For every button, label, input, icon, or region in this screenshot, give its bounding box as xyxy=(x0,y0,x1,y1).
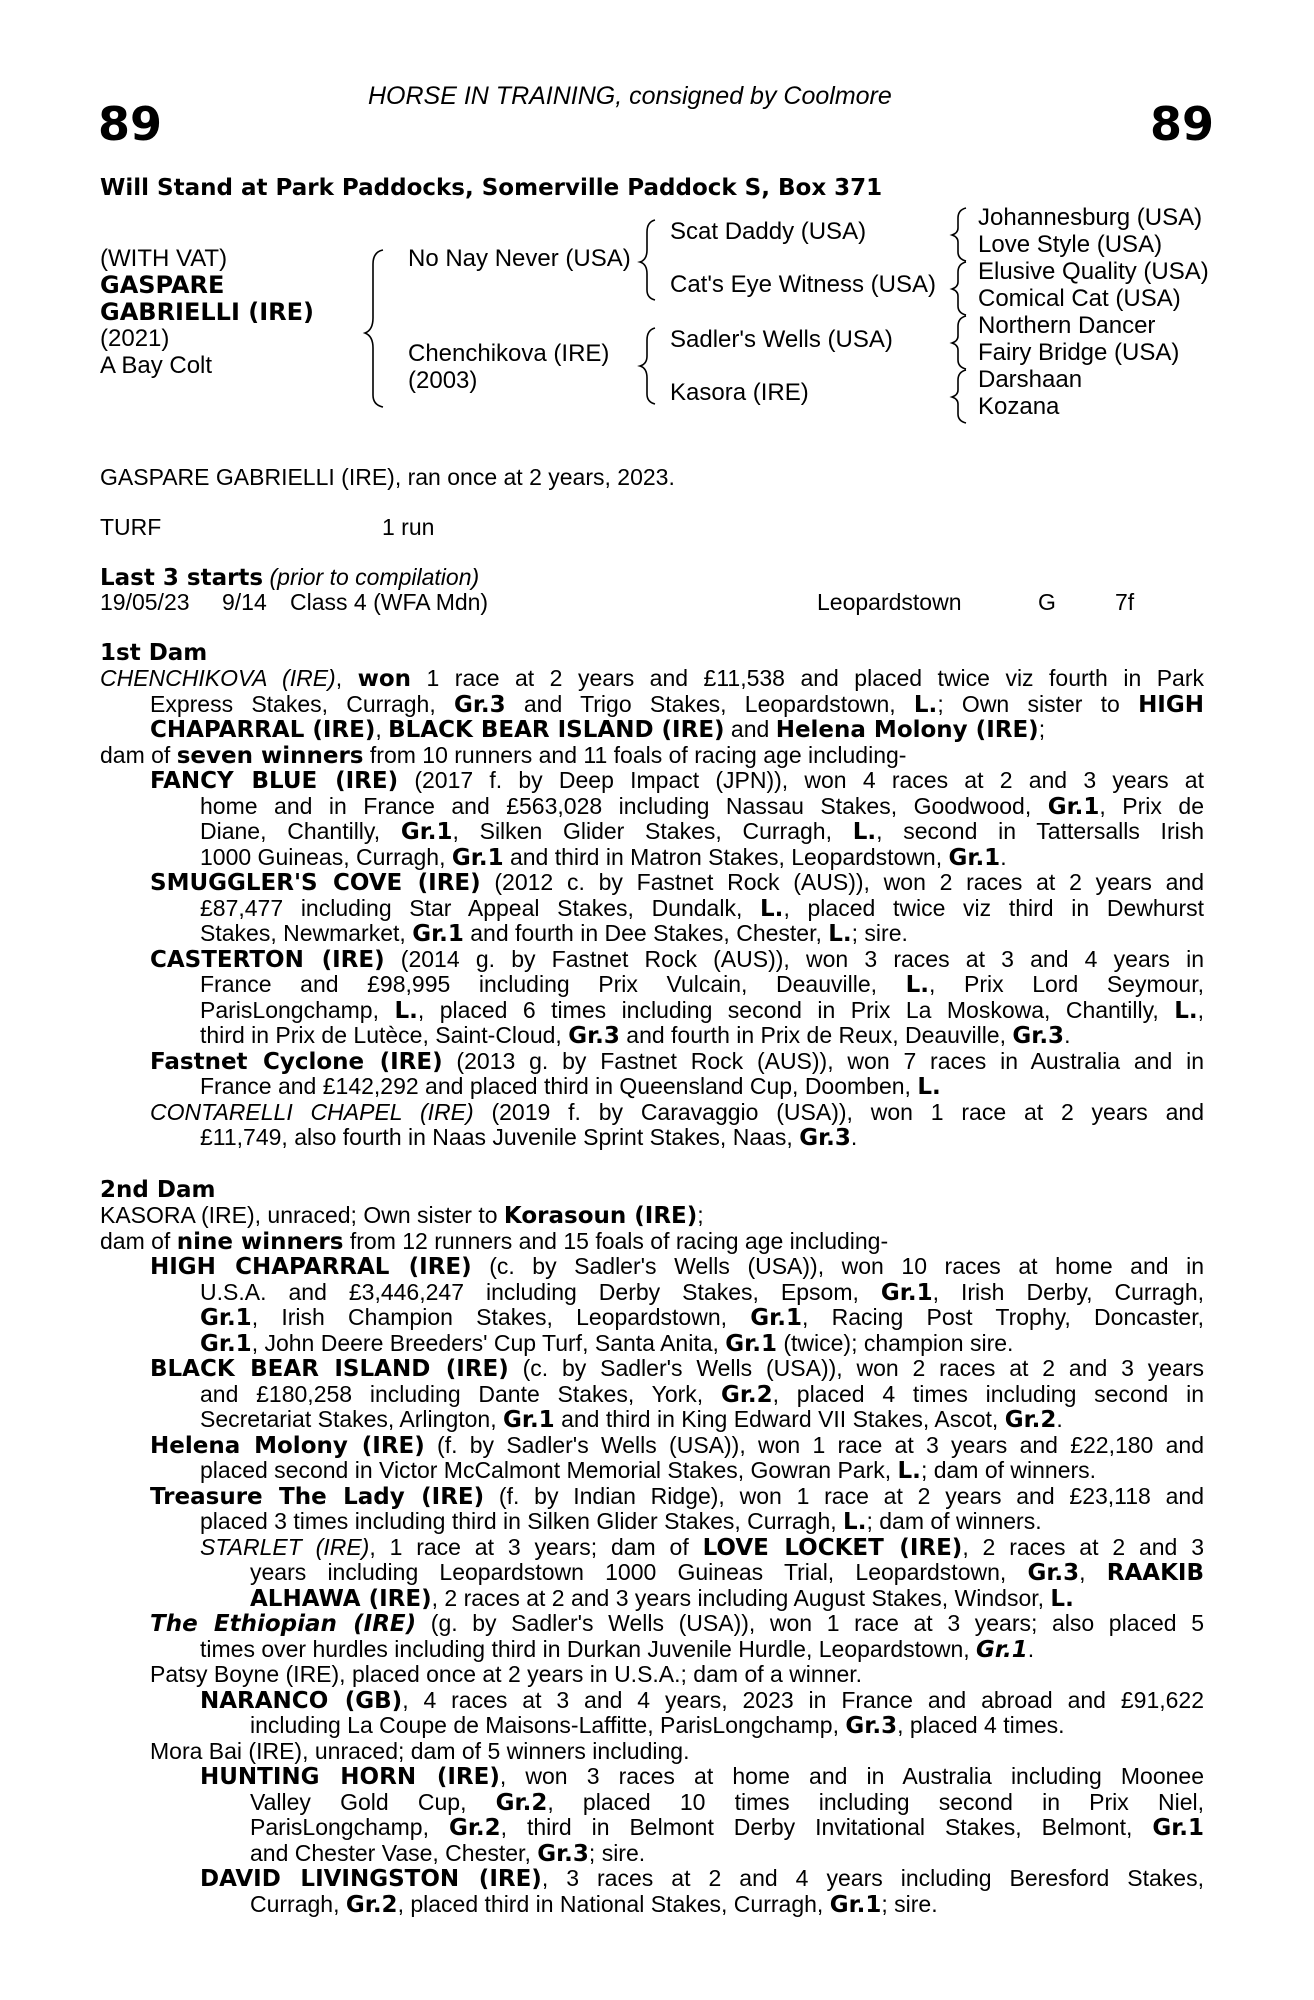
start-date: 19/05/23 xyxy=(100,589,190,615)
progeny-line: Valley Gold Cup, Gr.2, placed 10 times including second in Prix Niel, xyxy=(250,1788,1204,1816)
horse-description: A Bay Colt xyxy=(100,352,213,379)
progeny-line: BLACK BEAR ISLAND (IRE) (c. by Sadler's Wells (USA)), won 2 races at 2 and 3 years xyxy=(150,1355,1204,1382)
progeny-line: CONTARELLI CHAPEL (IRE) (2019 f. by Caravaggio (USA)), won 1 race at 2 years and xyxy=(150,1098,1204,1125)
progeny-line: HIGH CHAPARRAL (IRE) (c. by Sadler's Wells (USA)), won 10 races at home and in xyxy=(150,1253,1204,1280)
start-course: Leopardstown xyxy=(817,589,962,615)
start-distance: 7f xyxy=(1115,589,1135,615)
first-dam-line: dam of seven winners from 10 runners and 11 foals of racing age including- xyxy=(100,741,907,769)
first-dam-line: CHENCHIKOVA (IRE), won 1 race at 2 years and £11,538 and placed twice viz fourth in Park xyxy=(100,665,1205,692)
pedigree-sire-dam: Cat's Eye Witness (USA) xyxy=(670,271,936,298)
start-going: G xyxy=(1038,589,1056,615)
pedigree-dds: Darshaan xyxy=(978,366,1083,393)
horse-name-line2: GABRIELLI (IRE) xyxy=(100,298,314,326)
pedigree-dsd: Fairy Bridge (USA) xyxy=(978,339,1180,366)
progeny-line: and Chester Vase, Chester, Gr.3; sire. xyxy=(250,1839,646,1867)
lot-number-right: 89 xyxy=(1150,97,1215,151)
progeny-line: home and in France and £563,028 including Nassau Stakes, Goodwood, Gr.1, Prix de xyxy=(200,792,1204,820)
horse-year: (2021) xyxy=(100,325,170,352)
second-dam-line: KASORA (IRE), unraced; Own sister to Korasoun (IRE); xyxy=(100,1202,704,1229)
progeny-line: Treasure The Lady (IRE) (f. by Indian Ridge), won 1 race at 2 years and £23,118 and xyxy=(150,1482,1204,1510)
progeny-line: Gr.1, Irish Champion Stakes, Leopardstown, Gr.1, Racing Post Trophy, Doncaster, xyxy=(200,1304,1205,1331)
progeny-line: Mora Bai (IRE), unraced; dam of 5 winners including. xyxy=(150,1737,690,1764)
start-race: Class 4 (WFA Mdn) xyxy=(290,589,489,615)
record-runs: 1 run xyxy=(382,514,435,540)
progeny-line: and £180,258 including Dante Stakes, York, Gr.2, placed 4 times including second in xyxy=(200,1380,1204,1408)
lot-number-left: 89 xyxy=(98,97,163,151)
second-dam-line: dam of nine winners from 12 runners and 15 foals of racing age including- xyxy=(100,1227,889,1255)
progeny-line: Gr.1, John Deere Breeders' Cup Turf, Santa Anita, Gr.1 (twice); champion sire. xyxy=(200,1329,1014,1357)
progeny-line: placed 3 times including third in Silken Glider Stakes, Curragh, L.; dam of winners. xyxy=(200,1508,1042,1535)
pedigree-sds: Elusive Quality (USA) xyxy=(978,258,1209,285)
progeny-line: placed second in Victor McCalmont Memorial Stakes, Gowran Park, L.; dam of winners. xyxy=(200,1457,1097,1484)
progeny-line: SMUGGLER'S COVE (IRE) (2012 c. by Fastnet Rock (AUS)), won 2 races at 2 years and xyxy=(150,869,1204,896)
progeny-line: France and £98,995 including Prix Vulcain, Deauville, L., Prix Lord Seymour, xyxy=(200,971,1204,998)
pedigree-dam: Chenchikova (IRE) xyxy=(408,340,610,367)
pedigree-dam-year: (2003) xyxy=(408,367,478,394)
pedigree-sire: No Nay Never (USA) xyxy=(408,245,631,272)
progeny-line: £11,749, also fourth in Naas Juvenile Sprint Stakes, Naas, Gr.3. xyxy=(200,1124,858,1151)
pedigree-dam-sire: Sadler's Wells (USA) xyxy=(670,326,893,353)
pedigree-sss: Johannesburg (USA) xyxy=(978,204,1203,231)
progeny-line: Fastnet Cyclone (IRE) (2013 g. by Fastnet Rock (AUS)), won 7 races in Australia and in xyxy=(150,1047,1204,1075)
pedigree-dss: Northern Dancer xyxy=(978,312,1156,339)
first-dam-heading: 1st Dam xyxy=(100,640,208,666)
progeny-line: FANCY BLUE (IRE) (2017 f. by Deep Impact (JPN)), won 4 races at 2 and 3 years at xyxy=(150,767,1204,794)
record-surface: TURF xyxy=(100,514,162,540)
last-starts-title: Last 3 starts xyxy=(100,565,264,591)
last-starts-heading xyxy=(100,565,479,592)
horse-name-line1: GASPARE xyxy=(100,271,225,299)
pedigree-dam-dam: Kasora (IRE) xyxy=(670,379,809,406)
progeny-line: ALHAWA (IRE), 2 races at 2 and 3 years including August Stakes, Windsor, L. xyxy=(250,1584,1074,1612)
progeny-line: HUNTING HORN (IRE), won 3 races at home and in Australia including Moonee xyxy=(200,1763,1204,1790)
progeny-line: Secretariat Stakes, Arlington, Gr.1 and third in King Edward VII Stakes, Ascot, Gr.2. xyxy=(200,1406,1063,1433)
progeny-line: £87,477 including Star Appeal Stakes, Dundalk, L., placed twice viz third in Dewhurst xyxy=(200,894,1204,922)
race-summary: GASPARE GABRIELLI (IRE), ran once at 2 years, 2023. xyxy=(100,464,675,490)
progeny-line: Diane, Chantilly, Gr.1, Silken Glider Stakes, Curragh, L., second in Tattersalls Irish xyxy=(200,818,1204,845)
progeny-line: 1000 Guineas, Curragh, Gr.1 and third in Matron Stakes, Leopardstown, Gr.1. xyxy=(200,843,1007,871)
first-dam-line: Express Stakes, Curragh, Gr.3 and Trigo Stakes, Leopardstown, L.; Own sister to HIGH xyxy=(150,690,1204,718)
progeny-line: The Ethiopian (IRE) (g. by Sadler's Wells (USA)), won 1 race at 3 years; also placed 5 xyxy=(150,1610,1205,1637)
first-dam-line: CHAPARRAL (IRE), BLACK BEAR ISLAND (IRE) and Helena Molony (IRE); xyxy=(150,716,1046,743)
stand-location: Will Stand at Park Paddocks, Somerville Paddock S, Box 371 xyxy=(100,175,883,201)
pedigree-ddd: Kozana xyxy=(978,393,1060,420)
progeny-line: times over hurdles including third in Durkan Juvenile Hurdle, Leopardstown, Gr.1. xyxy=(200,1635,1035,1663)
second-dam-heading: 2nd Dam xyxy=(100,1177,216,1203)
progeny-line: DAVID LIVINGSTON (IRE), 3 races at 2 and 4 years including Beresford Stakes, xyxy=(200,1865,1204,1892)
progeny-line: ParisLongchamp, Gr.2, third in Belmont Derby Invitational Stakes, Belmont, Gr.1 xyxy=(250,1814,1204,1841)
pedigree-ssd: Love Style (USA) xyxy=(978,231,1163,258)
catalogue-header: HORSE IN TRAINING, consigned by Coolmore xyxy=(368,82,892,110)
progeny-line: including La Coupe de Maisons-Laffitte, ParisLongchamp, Gr.3, placed 4 times. xyxy=(250,1712,1065,1739)
start-position: 9/14 xyxy=(222,589,267,615)
second-dam-text xyxy=(100,1203,1204,1917)
progeny-line: France and £142,292 and placed third in Queensland Cup, Doomben, L. xyxy=(200,1073,941,1100)
progeny-line: Stakes, Newmarket, Gr.1 and fourth in Dee Stakes, Chester, L.; sire. xyxy=(200,920,908,947)
progeny-line: years including Leopardstown 1000 Guineas Trial, Leopardstown, Gr.3, RAAKIB xyxy=(250,1559,1204,1586)
first-dam-text xyxy=(100,666,1204,1151)
progeny-line: CASTERTON (IRE) (2014 g. by Fastnet Rock (AUS)), won 3 races at 3 and 4 years in xyxy=(150,945,1204,973)
progeny-line: ParisLongchamp, L., placed 6 times including second in Prix La Moskowa, Chantilly, L., xyxy=(200,996,1204,1024)
progeny-line: U.S.A. and £3,446,247 including Derby Stakes, Epsom, Gr.1, Irish Derby, Curragh, xyxy=(200,1278,1205,1306)
progeny-line: Helena Molony (IRE) (f. by Sadler's Wells (USA)), won 1 race at 3 years and £22,180 and xyxy=(150,1431,1205,1459)
progeny-line: third in Prix de Lutèce, Saint-Cloud, Gr.3 and fourth in Prix de Reux, Deauville, Gr.3. xyxy=(200,1022,1071,1049)
progeny-line: NARANCO (GB), 4 races at 3 and 4 years, 2023 in France and abroad and £91,622 xyxy=(200,1686,1204,1714)
pedigree-sire-sire: Scat Daddy (USA) xyxy=(670,218,867,245)
last-starts-note: (prior to compilation) xyxy=(269,564,480,590)
progeny-line: STARLET (IRE), 1 race at 3 years; dam of LOVE LOCKET (IRE), 2 races at 2 and 3 xyxy=(200,1533,1204,1561)
progeny-line: Patsy Boyne (IRE), placed once at 2 years in U.S.A.; dam of a winner. xyxy=(150,1661,863,1687)
progeny-line: Curragh, Gr.2, placed third in National Stakes, Curragh, Gr.1; sire. xyxy=(250,1890,938,1918)
vat-status: (WITH VAT) xyxy=(100,245,228,272)
pedigree-sdd: Comical Cat (USA) xyxy=(978,285,1181,312)
